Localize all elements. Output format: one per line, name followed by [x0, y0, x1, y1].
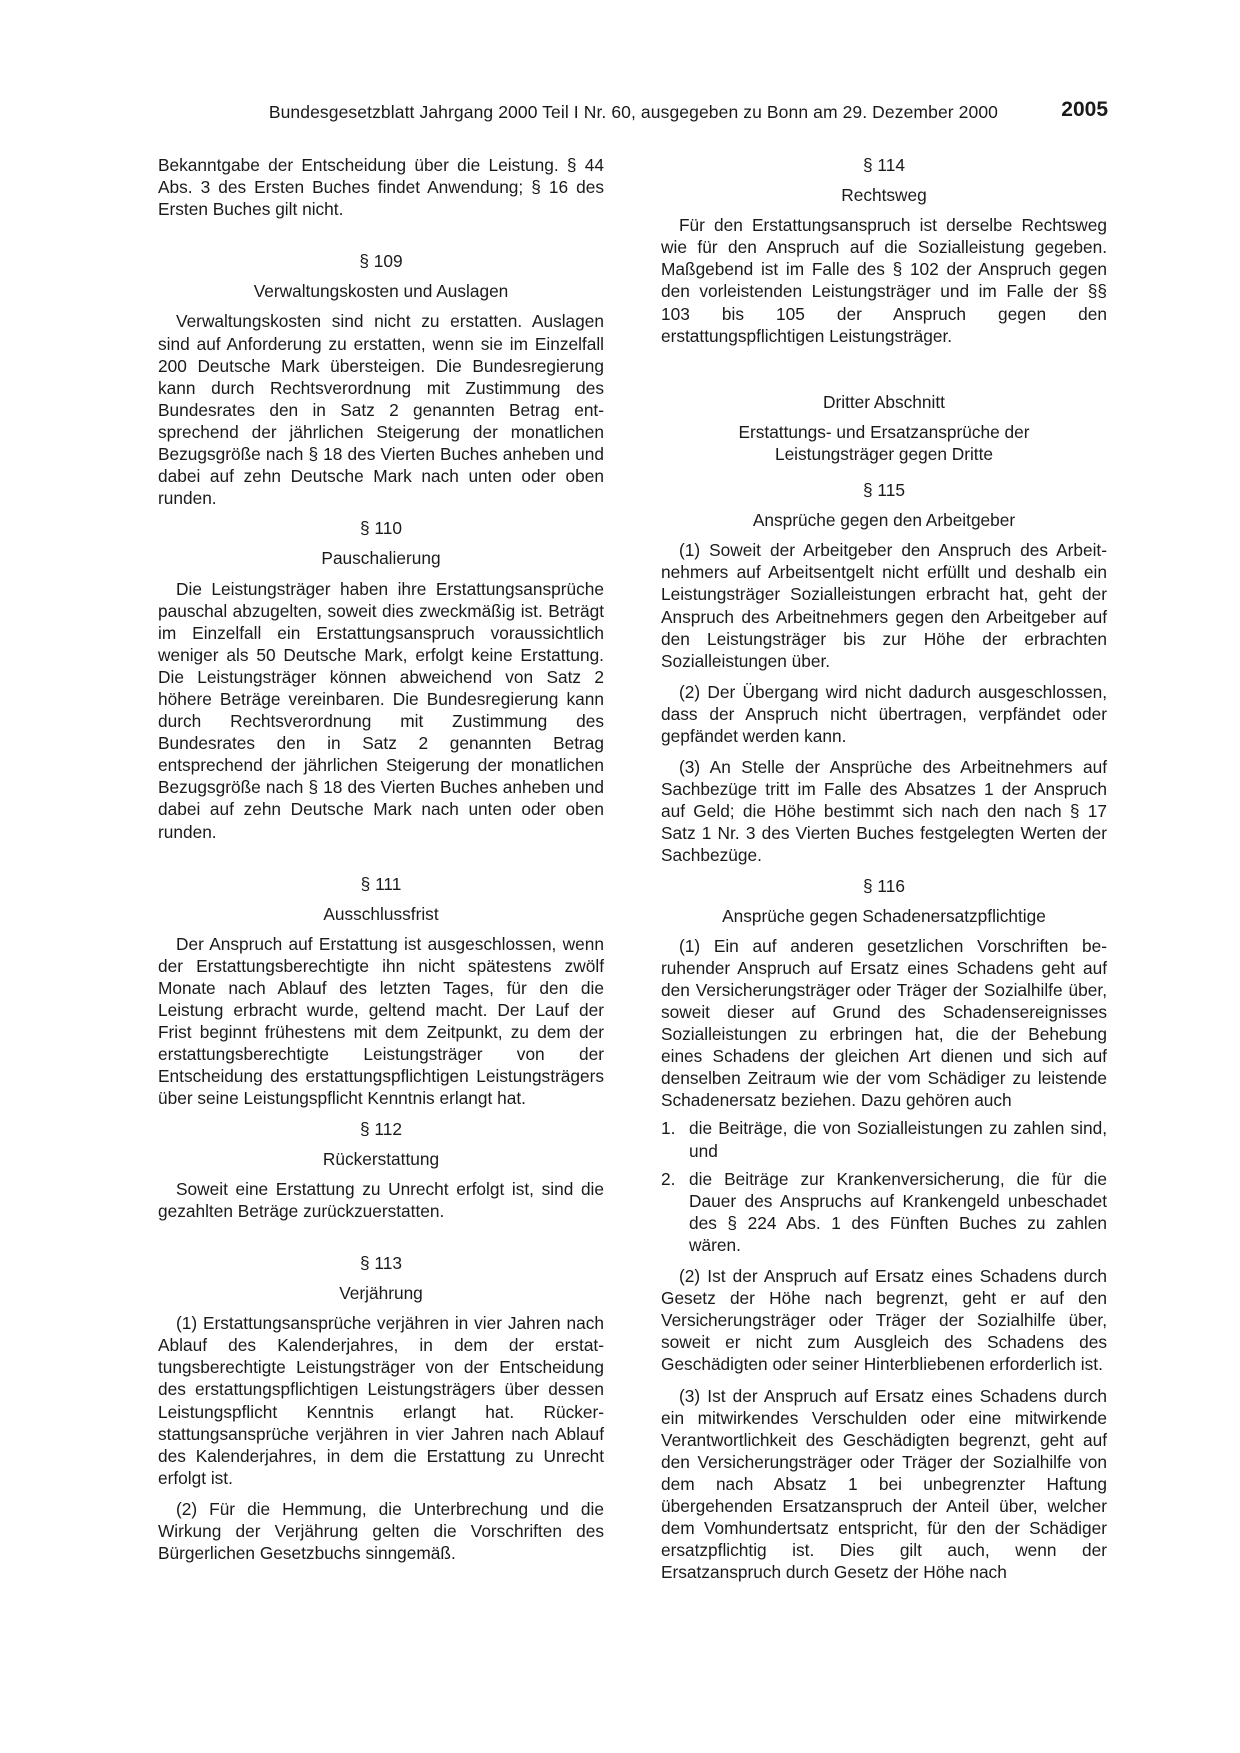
section-114-text: Für den Erstattungsanspruch ist derselbe Rechtsweg wie für den Anspruch auf die Sozialleistung gegeben. Maßgebend ist im Falle des § 102 der Anspruch gegen den vorleistenden Leistungsträger und im Falle der §§ 103 bis 105 der Anspruch gegen den erstattungspflichtigen Leistungsträger. — [661, 215, 1107, 346]
page-header — [160, 98, 1108, 126]
section-110-text: Die Leistungsträger haben ihre Erstattungsansprüche pauschal abzugelten, soweit dies zweckmäßig ist. Beträgt im Einzelfall ein Erstattungsanspruch voraussichtlich weniger als 50 Deutsche Mark, erfolgt keine Erstattung. Die Leistungsträger können abweichend von Satz 2 höhere Beträge vereinbaren. Die Bundesregierung kann durch Rechtsverordnung mit Zustimmung des Bundesrates den in Satz 2 genannten Betrag entsprechend der jährlichen Steigerung der monatlichen Bezugsgröße nach § 18 des Vierten Buches anheben und dabei auf zehn Deutsche Mark nach unten oder oben runden. — [158, 578, 604, 842]
part-label: Dritter Abschnitt — [823, 391, 945, 412]
section-113-paragraph-2: (2) Für die Hemmung, die Unterbrechung und die Wirkung der Verjährung gelten die Vorschriften des Bürgerlichen Gesetzbuchs sinngemäß. — [158, 1498, 604, 1564]
section-title-115: Ansprüche gegen den Arbeitgeber — [752, 510, 1016, 531]
section-title-116: Ansprüche gegen Schadenersatzpflichtige — [722, 905, 1046, 926]
section-116-paragraph-2: (2) Ist der Anspruch auf Ersatz eines Schadens durch Gesetz der Höhe nach begrenzt, geht er auf den Versicherungsträger oder Träger der Sozialhilfe über, soweit er nicht zum Ausgleich des Schadens des Geschädigten oder seiner Hinterbliebenen erforderlich ist. — [661, 1266, 1107, 1375]
list-item-text: die Beiträge zur Krankenversicherung, die für die Dauer des Anspruchs auf Krankengeld unbeschadet des § 224 Abs. 1 des Fünften Buches zu zahlen wären. — [689, 1168, 1107, 1255]
section-title-110: Pauschalierung — [321, 548, 441, 569]
section-115-paragraph-2: (2) Der Übergang wird nicht dadurch ausgeschlossen, dass der Anspruch nicht übertragen, verpfändet oder gepfändet werden kann. — [661, 681, 1107, 746]
list-item-number: 1. — [661, 1118, 676, 1139]
page-number: 2005 — [1061, 98, 1108, 121]
section-109-text: Verwaltungskosten sind nicht zu erstatten. Auslagen sind auf Anforderung zu erstatten, wenn sie im Einzelfall 200 Deutsche Mark übersteigen. Die Bundesregierung kann durch Rechtsverordnung mit Zustimmung des Bundesrates den in Satz 2 genannten Betrag entsprechend der jährlichen Steigerung der monatlichen Bezugsgröße nach § 18 des Vierten Buches anheben und dabei auf zehn Deutsche Mark nach unten oder oben runden. — [158, 311, 604, 509]
section-111-text: Der Anspruch auf Erstattung ist ausgeschlossen, wenn der Erstattungsberechtigte ihn nicht spätestens zwölf Monate nach Ablauf des letzten Tages, für den die Leistung erbracht wurde, geltend macht. Der Lauf der Frist beginnt frühestens mit dem Zeitpunkt, zu dem der erstattungsberechtigte Leistungsträger von der Entscheidung des erstattungspflichtigen Leistungsträgers über seine Leistungspflicht Kenntnis erlangt hat. — [158, 933, 604, 1109]
section-number-112: § 112 — [360, 1118, 402, 1139]
left-column — [158, 154, 604, 1564]
list-item — [661, 1168, 1107, 1256]
section-112-text: Soweit eine Erstattung zu Unrecht erfolgt ist, sind die gezahlten Beträge zurückzuerstatten. — [158, 1178, 604, 1221]
section-number-111: § 111 — [360, 873, 402, 894]
continued-paragraph: Bekanntgabe der Entscheidung über die Leistung. § 44 Abs. 3 des Ersten Buches findet Anwendung; § 16 des Ersten Buches gilt nicht. — [158, 155, 604, 220]
right-column — [661, 154, 1107, 1583]
section-number-109: § 109 — [359, 251, 403, 272]
list-item — [661, 1117, 1107, 1161]
section-number-110: § 110 — [360, 518, 402, 539]
section-title-114: Rechtsweg — [841, 185, 927, 206]
section-title-112: Rückerstattung — [322, 1148, 440, 1169]
section-number-114: § 114 — [863, 155, 905, 175]
section-116-paragraph-3: (3) Ist der Anspruch auf Ersatz eines Schadens durch ein mitwirkendes Verschulden oder eine mitwirkende Verantwortlichkeit des Geschädigten begrenzt, geht auf den Versicherungsträger oder Träger der Sozialhilfe von dem nach Absatz 1 bei unbegrenzter Haftung übergehenden Ersatzanspruch der Anteil über, welcher dem Vomhundertsatz entspricht, für den der Schädiger ersatzpflichtig ist. Dies gilt auch, wenn der Ersatzanspruch durch Gesetz der Höhe nach — [661, 1385, 1107, 1583]
section-116-paragraph-1: (1) Ein auf anderen gesetzlichen Vorschriften beruhender Anspruch auf Ersatz eines Schadens geht auf den Versicherungsträger oder Träger der Sozialhilfe über, soweit dieser auf Grund des Schadensereignisses Sozialleistungen zu erbringen hat, die der Behebung eines Schadens der gleichen Art dienen und sich auf denselben Zeitraum wie der vom Schädiger zu leistende Schadenersatz beziehen. Dazu gehören auch — [661, 935, 1107, 1111]
section-title-111: Ausschlussfrist — [323, 903, 439, 924]
part-title-line-2: Leistungsträger gegen Dritte — [774, 443, 994, 464]
section-number-116: § 116 — [863, 875, 905, 896]
section-113-paragraph-1: (1) Erstattungsansprüche verjähren in vier Jahren nach Ablauf des Kalenderjahres, in dem der erstattungsberechtigte Leistungsträger von der Entscheidung des erstattungspflichtigen Leistungsträgers über dessen Leistungspflicht Kenntnis erlangt hat. Rückerstattungsansprüche verjähren in vier Jahren nach Ablauf des Kalenderjahres, in dem die Erstattung zu Unrecht erfolgt ist. — [158, 1313, 604, 1488]
part-title-line-1: Erstattungs- und Ersatzansprüche der — [738, 421, 1030, 442]
section-title-109: Verwaltungskosten und Auslagen — [253, 281, 509, 302]
section-115-paragraph-3: (3) An Stelle der Ansprüche des Arbeitnehmers auf Sachbezüge tritt im Falle des Absatzes 1 der Anspruch auf Geld; die Höhe bestimmt sich nach den nach § 17 Satz 1 Nr. 3 des Vierten Buches festgelegten Werten der Sachbezüge. — [661, 757, 1107, 866]
header-title: Bundesgesetzblatt Jahrgang 2000 Teil I Nr. 60, ausgegeben zu Bonn am 29. Dezember 2000 — [268, 102, 998, 122]
section-number-113: § 113 — [360, 1252, 402, 1273]
section-number-115: § 115 — [863, 480, 905, 501]
list-item-text: die Beiträge, die von Sozialleistungen zu zahlen sind, und — [689, 1118, 1107, 1161]
list-item-number: 2. — [661, 1168, 676, 1189]
section-115-paragraph-1: (1) Soweit der Arbeitgeber den Anspruch des Arbeitnehmers auf Arbeitsentgelt nicht erfüllt und deshalb ein Leistungsträger Sozialleistungen erbracht hat, geht der Anspruch des Arbeitnehmers gegen den Arbeitgeber auf den Leistungsträger bis zur Höhe der erbrachten Sozialleistungen über. — [661, 540, 1107, 671]
section-title-113: Verjährung — [339, 1283, 423, 1304]
